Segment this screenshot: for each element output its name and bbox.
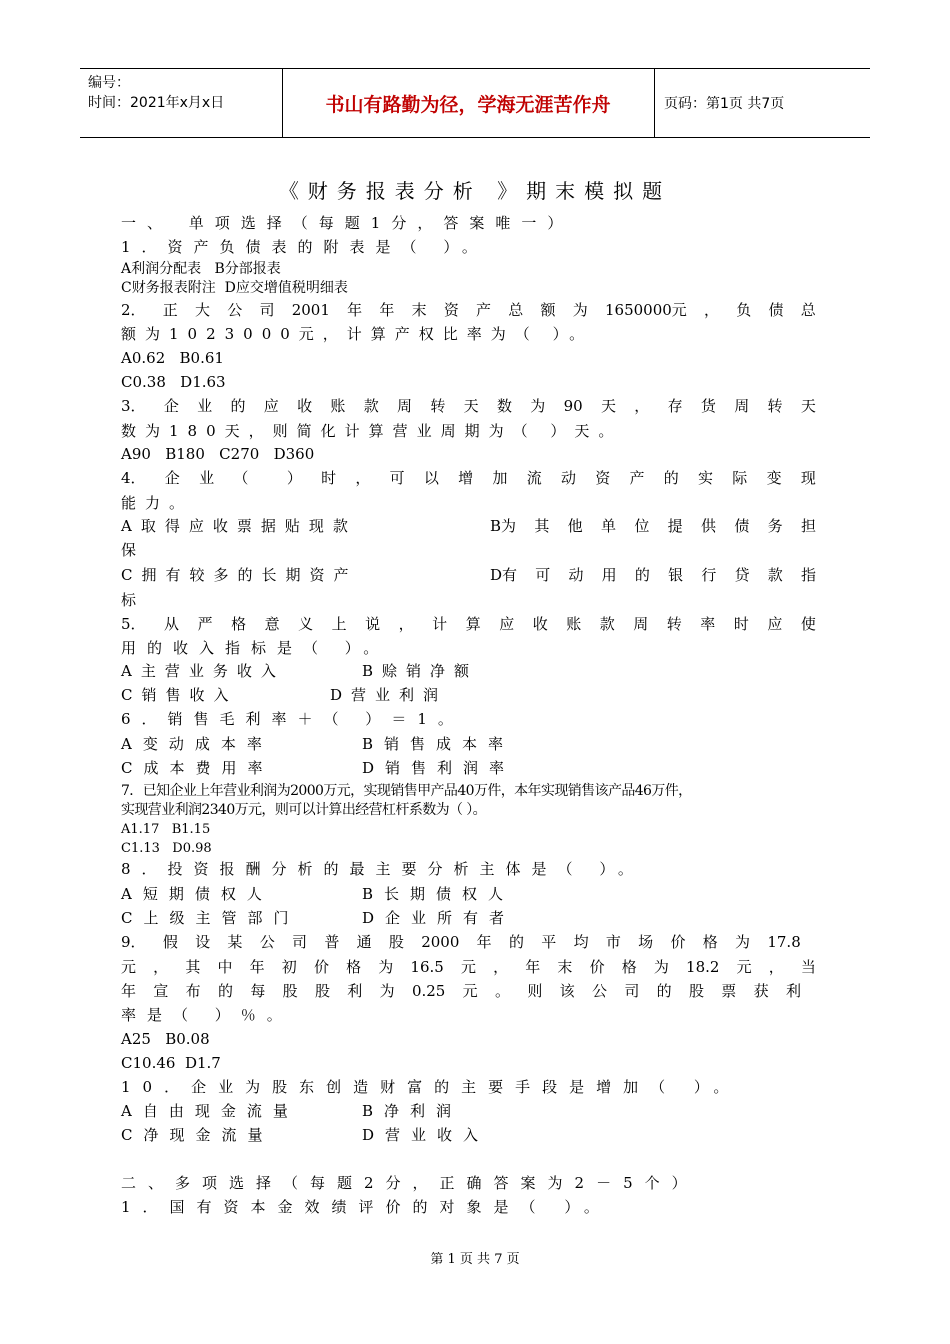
text-token: 流 xyxy=(526,469,542,487)
text-token: 货 xyxy=(700,397,716,415)
question-stem: 1．资产负债表的附表是（ ）。 xyxy=(121,238,488,256)
text-token: 以 xyxy=(423,469,439,487)
text-token: 指 xyxy=(800,566,816,584)
text-token: 利 xyxy=(347,982,363,1000)
question-stem: 额为1023000元，计算产权比率为（ ）。 xyxy=(121,325,594,343)
question-options: C财务报表附注 D应交增值税明细表 xyxy=(121,280,348,296)
text-token: 的 xyxy=(230,397,246,415)
text-token: 为 xyxy=(572,301,588,319)
text-token: 说 xyxy=(365,615,381,633)
text-token: 收 xyxy=(297,397,313,415)
question-stem xyxy=(121,614,816,634)
text-token: 账 xyxy=(330,397,346,415)
text-token: ， xyxy=(768,958,784,976)
text-token: 年 xyxy=(121,982,137,1000)
time-label: 时间：2021年x月x日 xyxy=(88,95,225,111)
text-token: 他 xyxy=(567,517,583,535)
question-options: C1.13 D0.98 xyxy=(121,841,212,856)
text-token: 总 xyxy=(800,301,816,319)
text-token: 场 xyxy=(638,933,654,951)
option-b: B长期债权人 xyxy=(362,885,515,903)
text-token: 初 xyxy=(281,958,297,976)
text-token: 获 xyxy=(753,982,769,1000)
text-token: 加 xyxy=(492,469,508,487)
text-token: 市 xyxy=(605,933,621,951)
text-token: 位 xyxy=(634,517,650,535)
option-a: A主营业务收入 xyxy=(121,662,285,680)
question-stem: 8．投资报酬分析的最主要分析主体是（ ）。 xyxy=(121,860,644,878)
text-token: 元 xyxy=(736,958,752,976)
text-token: 应 xyxy=(499,615,515,633)
section-heading: 一、 单项选择（每题1分，答案唯一） xyxy=(121,214,574,232)
text-token: 年 xyxy=(525,958,541,976)
text-token: 利 xyxy=(785,982,801,1000)
text-token: ， xyxy=(398,615,414,633)
text-token: ， xyxy=(153,958,169,976)
question-stem: 数为180天，则简化计算营业周期为（ ）天。 xyxy=(121,422,623,440)
option-c: C上级主管部门 xyxy=(121,909,300,927)
text-token: 数 xyxy=(496,397,512,415)
question-stem: 7．已知企业上年营业利润为2000万元，实现销售甲产品40万件，本年实现销售该产品46万件， xyxy=(121,783,692,799)
text-token: 周 xyxy=(734,397,750,415)
text-token: 款 xyxy=(599,615,615,633)
text-token: 产 xyxy=(476,301,492,319)
text-token: 的 xyxy=(634,566,650,584)
text-token: ， xyxy=(493,958,509,976)
text-token: 款 xyxy=(363,397,379,415)
text-token: 年 xyxy=(249,958,265,976)
text-token: 末 xyxy=(557,958,573,976)
question-stem: 能力。 xyxy=(121,494,194,512)
question-stem: 率是（ ）％。 xyxy=(121,1006,293,1024)
text-token: 司 xyxy=(292,933,308,951)
text-token: 格 xyxy=(231,615,247,633)
text-token: 实 xyxy=(698,469,714,487)
question-stem xyxy=(121,981,801,1001)
header-divider xyxy=(654,69,655,137)
text-token: 通 xyxy=(356,933,372,951)
text-token: 业 xyxy=(199,469,215,487)
option-d: D营业收入 xyxy=(362,1126,490,1144)
question-stem xyxy=(121,396,816,416)
option-c: C净现金流量 xyxy=(121,1126,274,1144)
text-token: 账 xyxy=(566,615,582,633)
question-stem: 用的收入指标是（ ）。 xyxy=(121,639,390,657)
text-token: 为 xyxy=(653,958,669,976)
text-token: 企 xyxy=(164,469,180,487)
question-stem xyxy=(121,932,801,952)
question-stem xyxy=(121,468,816,488)
text-token: 天 xyxy=(600,397,616,415)
text-token: 业 xyxy=(197,397,213,415)
text-token: 银 xyxy=(668,566,684,584)
text-token: 假 xyxy=(162,933,178,951)
text-token: 意 xyxy=(264,615,280,633)
text-token: 公 xyxy=(259,933,275,951)
text-token: 年 xyxy=(347,301,363,319)
text-token: 普 xyxy=(324,933,340,951)
text-token: 2001 xyxy=(291,301,330,319)
option-b: B销售成本率 xyxy=(362,735,515,753)
text-token: 4． xyxy=(121,469,146,487)
text-token: 股 xyxy=(688,982,704,1000)
text-token: 际 xyxy=(732,469,748,487)
text-token: 收 xyxy=(532,615,548,633)
text-token: 价 xyxy=(589,958,605,976)
text-token: ， xyxy=(355,469,371,487)
text-token: 存 xyxy=(667,397,683,415)
text-token: 18.2 xyxy=(686,958,720,976)
page-number: 页码：第1页 共7页 xyxy=(664,96,785,112)
question-stem: 6．销售毛利率＋（ ）＝1。 xyxy=(121,710,464,728)
question-options: C0.38 D1.63 xyxy=(121,373,226,391)
text-token: 严 xyxy=(197,615,213,633)
question-stem: 实现营业利润2340万元，则可以计算出经营杠杆系数为（ ）。 xyxy=(121,802,487,818)
option-b: B净利润 xyxy=(362,1102,463,1120)
text-token: （ xyxy=(233,469,249,487)
text-token: 每 xyxy=(250,982,266,1000)
text-token: 均 xyxy=(573,933,589,951)
question-options: A1.17 B1.15 xyxy=(121,822,211,837)
text-token: 格 xyxy=(346,958,362,976)
text-token: 计 xyxy=(432,615,448,633)
option-a: A取得应收票据贴现款 xyxy=(121,517,357,535)
text-token: 的 xyxy=(656,982,672,1000)
text-token: 可 xyxy=(389,469,405,487)
option-c: C销售收入 xyxy=(121,686,238,704)
question-stem: 1．国有资本金效绩评价的对象是（ ）。 xyxy=(121,1198,611,1216)
text-token: 格 xyxy=(702,933,718,951)
question-stem xyxy=(121,957,816,977)
text-token: 股 xyxy=(388,933,404,951)
text-token: 元 xyxy=(462,982,478,1000)
text-token: 为 xyxy=(735,933,751,951)
text-token: 则 xyxy=(527,982,543,1000)
text-token: 平 xyxy=(541,933,557,951)
text-token: 3． xyxy=(121,397,146,415)
option-c: C拥有较多的长期资产 xyxy=(121,566,358,584)
text-token: 9． xyxy=(121,933,146,951)
text-token: 率 xyxy=(700,615,716,633)
text-token: 资 xyxy=(443,301,459,319)
question-stem xyxy=(121,300,816,320)
text-token: 周 xyxy=(397,397,413,415)
text-token: 元 xyxy=(121,958,137,976)
text-token: 司 xyxy=(259,301,275,319)
text-token: 义 xyxy=(298,615,314,633)
option-d: D营业利润 xyxy=(330,686,448,704)
text-token: 为 xyxy=(378,958,394,976)
text-token: 周 xyxy=(633,615,649,633)
text-token: 末 xyxy=(411,301,427,319)
question-options: A0.62 B0.61 xyxy=(121,349,224,367)
text-token: 现 xyxy=(800,469,816,487)
text-token: 该 xyxy=(559,982,575,1000)
number-label: 编号： xyxy=(88,75,130,91)
text-token: 设 xyxy=(195,933,211,951)
text-token: 款 xyxy=(767,566,783,584)
option-b-continued: 保 xyxy=(121,541,137,559)
text-token: 担 xyxy=(800,517,816,535)
header-meta xyxy=(88,73,224,113)
text-token: B为 xyxy=(490,517,517,535)
text-token: 90 xyxy=(563,397,583,415)
text-token: 正 xyxy=(162,301,178,319)
text-token: 天 xyxy=(463,397,479,415)
option-d: D销售利润率 xyxy=(362,759,516,777)
text-token: 2． xyxy=(121,301,146,319)
text-token: 动 xyxy=(560,469,576,487)
text-token: 某 xyxy=(227,933,243,951)
text-token: 公 xyxy=(227,301,243,319)
text-token: 转 xyxy=(767,397,783,415)
text-token: 额 xyxy=(540,301,556,319)
text-token: 产 xyxy=(629,469,645,487)
text-token: 可 xyxy=(535,566,551,584)
text-token: 提 xyxy=(667,517,683,535)
text-token: 中 xyxy=(217,958,233,976)
option-d: D企业所有者 xyxy=(362,909,516,927)
text-token: 1650000元 xyxy=(604,301,687,319)
text-token: 年 xyxy=(379,301,395,319)
text-token: 的 xyxy=(663,469,679,487)
text-token: 其 xyxy=(185,958,201,976)
text-token: 用 xyxy=(601,566,617,584)
header-motto: 书山有路勤为径，学海无涯苦作舟 xyxy=(325,93,611,116)
text-token: 上 xyxy=(331,615,347,633)
text-token: 行 xyxy=(701,566,717,584)
option-a: A自由现金流量 xyxy=(121,1102,299,1120)
text-token: ， xyxy=(634,397,650,415)
text-token: 2000 xyxy=(421,933,460,951)
document-title: 《财务报表分析 》期末模拟题 xyxy=(278,179,672,203)
text-token: 格 xyxy=(621,958,637,976)
text-token: ） xyxy=(286,469,302,487)
text-token: 时 xyxy=(733,615,749,633)
text-token: 转 xyxy=(666,615,682,633)
text-token: 的 xyxy=(508,933,524,951)
text-token: 股 xyxy=(314,982,330,1000)
text-token: 0.25 xyxy=(411,982,446,1000)
text-token: 票 xyxy=(721,982,737,1000)
text-token: 价 xyxy=(313,958,329,976)
text-token: 司 xyxy=(624,982,640,1000)
text-token: 从 xyxy=(164,615,180,633)
text-token: 年 xyxy=(476,933,492,951)
text-token: 增 xyxy=(458,469,474,487)
question-options: A25 B0.08 xyxy=(121,1030,210,1048)
text-token: 务 xyxy=(767,517,783,535)
question-stem: 10．企业为股东创造财富的主要手段是增加（ ）。 xyxy=(121,1078,741,1096)
question-options: A利润分配表 B分部报表 xyxy=(121,261,281,277)
text-token: 公 xyxy=(591,982,607,1000)
text-token: 单 xyxy=(601,517,617,535)
text-token: 股 xyxy=(282,982,298,1000)
text-token: 债 xyxy=(768,301,784,319)
text-token: 。 xyxy=(495,982,511,1000)
text-token: 应 xyxy=(767,615,783,633)
text-token: ， xyxy=(704,301,720,319)
text-token: 转 xyxy=(430,397,446,415)
text-token: 为 xyxy=(379,982,395,1000)
text-token: 大 xyxy=(195,301,211,319)
text-token: 变 xyxy=(766,469,782,487)
option-d-continued: 标 xyxy=(121,591,137,609)
question-options: A90 B180 C270 D360 xyxy=(121,445,315,463)
text-token: 时 xyxy=(321,469,337,487)
text-token: 天 xyxy=(800,397,816,415)
text-token: 资 xyxy=(595,469,611,487)
option-b: B赊销净额 xyxy=(362,662,479,680)
text-token: 5． xyxy=(121,615,146,633)
text-token: D有 xyxy=(490,566,518,584)
text-token: 负 xyxy=(736,301,752,319)
text-token: 算 xyxy=(465,615,481,633)
option-b xyxy=(490,516,816,536)
page-header xyxy=(80,68,870,138)
option-a: A变动成本率 xyxy=(121,735,273,753)
text-token: 元 xyxy=(460,958,476,976)
page-footer: 第 1 页 共 7 页 xyxy=(430,1252,520,1267)
text-token: 当 xyxy=(800,958,816,976)
text-token: 其 xyxy=(534,517,550,535)
text-token: 使 xyxy=(800,615,816,633)
text-token: 宣 xyxy=(153,982,169,1000)
text-token: 企 xyxy=(163,397,179,415)
text-token: 价 xyxy=(670,933,686,951)
text-token: 动 xyxy=(568,566,584,584)
text-token: 17.8 xyxy=(767,933,801,951)
text-token: 16.5 xyxy=(410,958,444,976)
option-d xyxy=(490,565,816,585)
text-token: 总 xyxy=(508,301,524,319)
option-a: A短期债权人 xyxy=(121,885,273,903)
option-c: C成本费用率 xyxy=(121,759,274,777)
text-token: 为 xyxy=(530,397,546,415)
text-token: 布 xyxy=(185,982,201,1000)
text-token: 的 xyxy=(217,982,233,1000)
text-token: 贷 xyxy=(734,566,750,584)
question-options: C10.46 D1.7 xyxy=(121,1054,221,1072)
text-token: 供 xyxy=(700,517,716,535)
section-heading: 二、多项选择（每题2分，正确答案为2－5个） xyxy=(121,1174,699,1192)
text-token: 应 xyxy=(263,397,279,415)
text-token: 债 xyxy=(734,517,750,535)
